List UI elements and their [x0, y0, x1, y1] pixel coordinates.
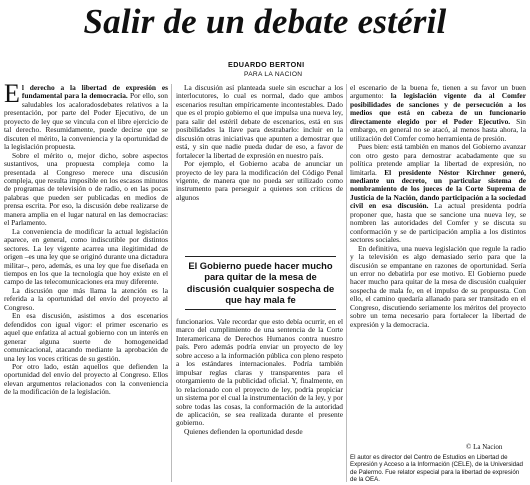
article-column-2-bottom [176, 318, 343, 436]
paragraph: En definitiva, una nueva legislación que regule la radio y la televisión es algo demasiado serio para que la discusión se empantane en razones de oportunidad. Sería un error no debatirla por ese motivo. El Gobierno puede hacer mucho para quitar de la mesa de discusión cualquier sospecha de mala fe, en el impulso de su propuesta. Con ello, el camino quedaría allanado para ser transitado en el Congreso, discutiendo seriamente los méritos del proyecto sobre un tema necesario para fortalecer la libertad de expresión y la democracia. [350, 243, 526, 329]
text-run: La actual presidenta podría proponer que, hasta que se sancione una nueva ley, se nombren las autoridades del Comfer y se discuta su conformación y se de participación amplia a los distintos sectores sociales. [350, 201, 526, 245]
paragraph: En esa discusión, asistimos a dos escenarios defendidos con igual vigor: el primer escenario es aquel que enfatiza al actual gobierno con un interés en generar alguna suerte de homogeneidad comunicacional, atacando mediante la aprobación de una ley los voces críticas de su gestión. [4, 311, 168, 363]
paragraph: funcionarios. Vale recordar que esto debía ocurrir, en el marco del cumplimiento de una sentencia de la Corte Interamericana de Derechos Humanos contra nuestro país. Pero además podría enviar un proyecto de ley sobre acceso a la información pública con pleno respeto a los estándares internacionales. Podría también impulsar reglas claras y transparentes para el otorgamiento de la publicidad oficial. Y, finalmente, en lo relacionado con el proyecto de ley, podría propiciar un sistema por el cual la instrumentación de la ley, y por sobre todas las cosas, la conformación de la autoridad de aplicación, se sea realizada durante el presente gobierno. [176, 317, 343, 428]
paragraph: Sobre el mérito o, mejor dicho, sobre aspectos sustantivos, una propuesta compleja como la presentada al Congreso merece una discusión compleja, que resulta imposible en los escasos minutos de programas de televisión o de radio, o en las pocas palabras que pueden ser publicadas en medios de prensa escrita. Por eso, la discusión debe realizarse de manera amplia en el lugar natural en las democracias: el Parlamento. [4, 150, 168, 228]
paragraph [350, 143, 526, 244]
column-divider [346, 84, 347, 482]
paragraph: Quienes defienden la oportunidad desde [184, 426, 303, 436]
paragraph: Por otro lado, están aquellos que defienden la oportunidad del envío del proyecto al Congreso. Ellos elevan argumentos relacionados con la conveniencia de la modificación de la legislación. [4, 361, 168, 397]
article-column-1 [4, 79, 168, 397]
text-run: Sin embargo, en general no se atacó, al menos hasta ahora, la utilización del Comfer como herramienta de presión. [350, 116, 526, 143]
drop-cap: E [4, 79, 20, 108]
paragraph: Por ejemplo, el Gobierno acaba de anunciar un proyecto de ley para la modificación del Código Penal vigente, de manera que no pueda ser utilizado como instrumento para perseguir a quienes son críticos de algunos [176, 159, 343, 202]
text-run: el escenario de la buena fe, tienen a su favor un buen argumento: [350, 83, 526, 101]
lead-sentence: l derecho a la libertad de expresión es fundamental para la democracia. [21, 83, 168, 101]
text-run-bold: la legislación vigente da al Comfer posibilidades de sanciones y de persecución a los medios que está en cabeza de un funcionario directamente elegido por el Poder Ejecutivo. [350, 91, 526, 126]
paragraph [4, 79, 168, 152]
byline-author: EDUARDO BERTONI [228, 60, 305, 69]
column-divider [171, 84, 172, 482]
author-footnote: El autor es director del Centro de Estudios en Libertad de Expresión y Acceso a la Información (CELE), de la Universidad de Palermo. Fue relator especial para la libertad de expresión de la OEA. [350, 454, 523, 483]
paragraph [350, 84, 526, 143]
paragraph: La discusión que más llama la atención es la referida a la oportunidad del envío del proyecto al Congreso. [4, 285, 168, 312]
headline: Salir de un debate estéril [83, 2, 447, 41]
newspaper-logo: © La Nacion [466, 443, 503, 451]
text-run: Pues bien: está también en manos del Gobierno avanzar con otro gesto para demostrar acabadamente que su política pretende ampliar la libertad de expresión, no limitarla. [350, 142, 526, 177]
lead-rest: Por ello, son saludables los acaloradosdebates relativos a la presentación, por parte del Poder Ejecutivo, de un proyecto de ley que se vincula con el libre ejercicio de tal derecho. Resumidamente, puede decirse que se discuten el mérito, la conveniencia y la oportunidad de la legislación propuesta. [4, 91, 168, 152]
text-run-bold: El presidente Néstor Kirchner generó, mediante un decreto, un particular sistema de nombramiento de los jueces de la Corte Suprema de Justicia de la Nación, dando participación a la sociedad civil en esa discusión. [350, 167, 526, 211]
paragraph: La discusión así planteada suele sin escuchar a los interlocutores, lo cual es normal, dado que ambos escenarios resultan empíricamente incontestables. Dado que es el propio gobierno el que impulsa una nueva ley, para salir del estéril debate de escenarios, está en sus posibilidades la llave para destrabarlo: incluir en la discusión otras iniciativas que apunten a demostrar que está, y sin que nadie pueda dudar de eso, a favor de fortalecer la libertad de expresión en nuestro país. [176, 84, 343, 160]
article-column-2-top [176, 84, 343, 248]
paragraph: La conveniencia de modificar la actual legislación aparece, en general, como indiscutible por distintos sectores. La ley vigente acarrea una ilegitimidad de origen –es una ley que se originó durante una dictadura militar–, pero, además, es una ley que fue diseñada en tiempos en los que la tecnología que hoy existe en el campo de las telecomunicaciones era muy diferente. [4, 226, 168, 287]
article-column-3 [350, 84, 526, 329]
byline-publication: PARA LA NACION [244, 71, 303, 78]
pull-quote: El Gobierno puede hacer mucho para quitar de la mesa de discusión cualquier sospecha de que hay mala fe [185, 256, 336, 310]
